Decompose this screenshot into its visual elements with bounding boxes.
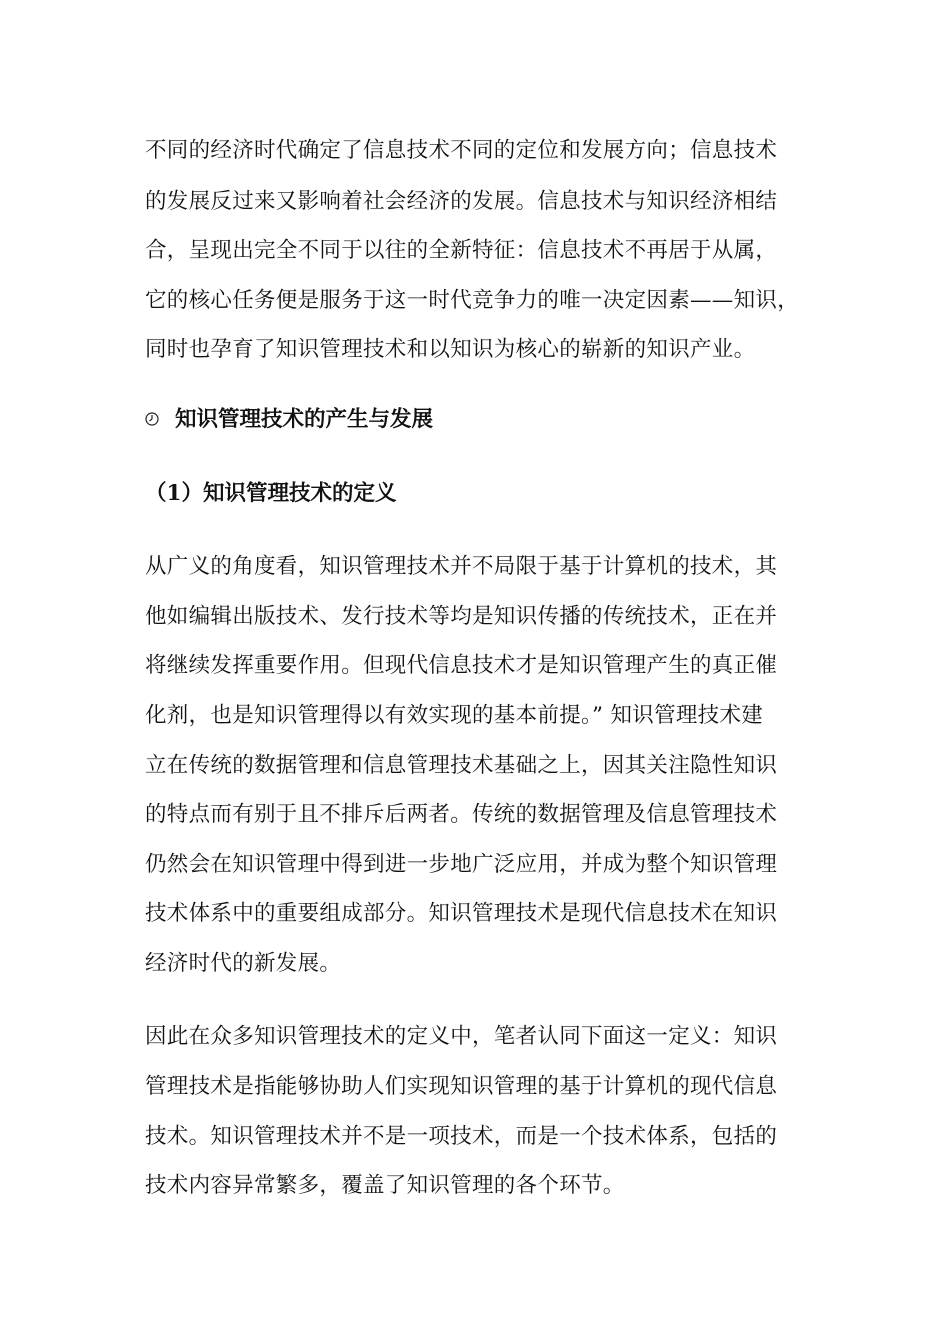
clock-icon — [145, 412, 159, 426]
paragraph-line: 经济时代的新发展。 — [145, 951, 342, 976]
paragraph-line: 技术内容异常繁多，覆盖了知识管理的各个环节。 — [145, 1173, 625, 1198]
paragraph-line: 化剂，也是知识管理得以有效实现的基本前提。” 知识管理技术建 — [145, 703, 764, 728]
paragraph-line: 立在传统的数据管理和信息管理技术基础之上，因其关注隐性知识 — [145, 753, 778, 778]
paragraph-line: 不同的经济时代确定了信息技术不同的定位和发展方向；信息技术 — [145, 138, 778, 163]
paragraph-line: 仍然会在知识管理中得到进一步地广泛应用，并成为整个知识管理 — [145, 852, 778, 877]
paragraph-line: 从广义的角度看，知识管理技术并不局限于基于计算机的技术，其 — [145, 554, 778, 579]
paragraph-line: 技术体系中的重要组成部分。知识管理技术是现代信息技术在知识 — [145, 901, 778, 926]
paragraph-line: 的特点而有别于且不排斥后两者。传统的数据管理及信息管理技术 — [145, 802, 778, 827]
paragraph-line: 将继续发挥重要作用。但现代信息技术才是知识管理产生的真正催 — [145, 653, 778, 678]
paragraph-line: 他如编辑出版技术、发行技术等均是知识传播的传统技术，正在并 — [145, 604, 778, 629]
paragraph-line: 同时也孕育了知识管理技术和以知识为核心的崭新的知识产业。 — [145, 337, 756, 362]
subheading: （1）知识管理技术的定义 — [145, 481, 397, 506]
paragraph-line: 管理技术是指能够协助人们实现知识管理的基于计算机的现代信息 — [145, 1074, 778, 1099]
paragraph-line: 因此在众多知识管理技术的定义中，笔者认同下面这一定义：知识 — [145, 1024, 778, 1049]
section-heading: 知识管理技术的产生与发展 — [175, 407, 434, 432]
paragraph-line: 合，呈现出完全不同于以往的全新特征：信息技术不再居于从属， — [145, 238, 778, 263]
paragraph-line: 技术。知识管理技术并不是一项技术，而是一个技术体系，包括的 — [145, 1124, 778, 1149]
paragraph-line: 的发展反过来又影响着社会经济的发展。信息技术与知识经济相结 — [145, 189, 778, 214]
paragraph-line: 它的核心任务便是服务于这一时代竞争力的唯一决定因素——知识， — [145, 288, 800, 313]
